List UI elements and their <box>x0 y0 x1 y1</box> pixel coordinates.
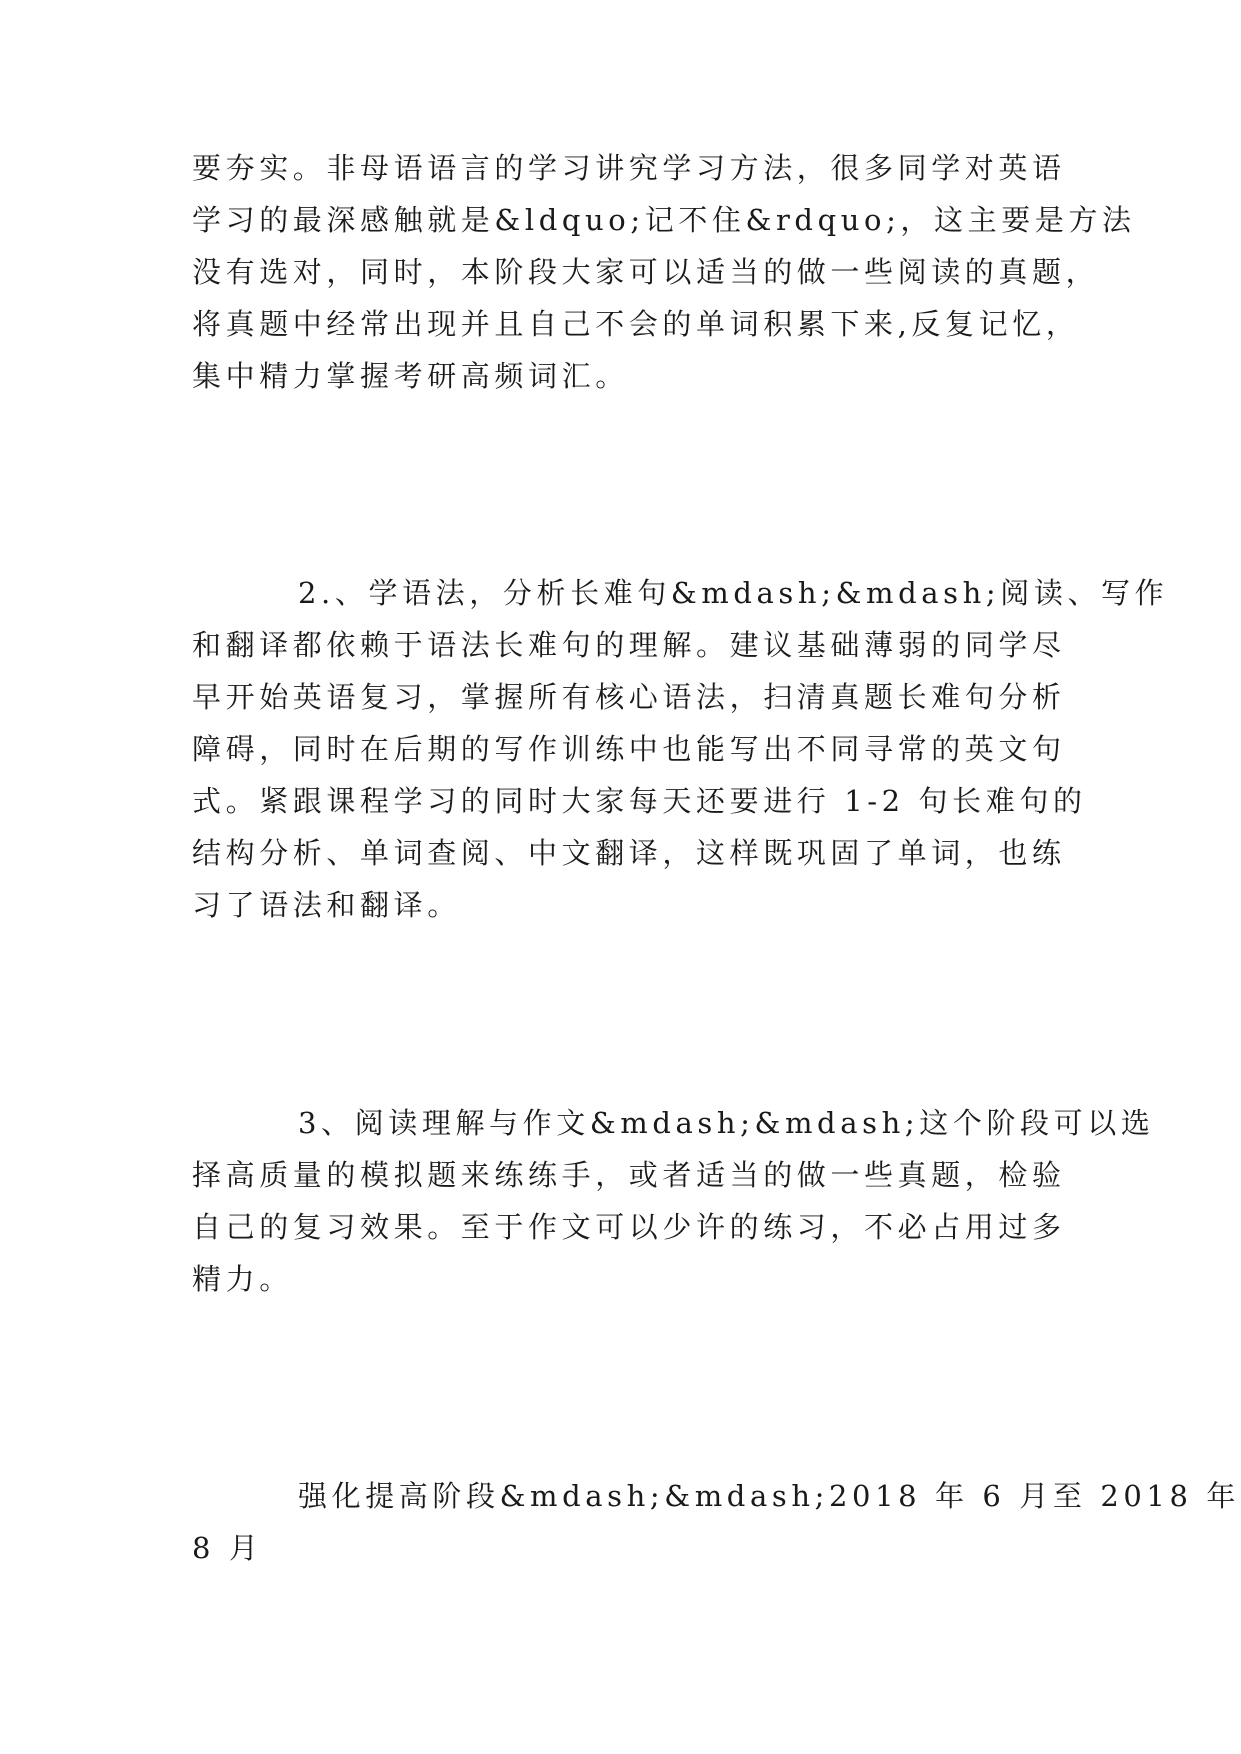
stage-heading-line: 强化提高阶段&mdash;&mdash;2018 年 6 月至 2018 年 <box>298 1479 1240 1513</box>
text-line: 式。紧跟课程学习的同时大家每天还要进行 1-2 句长难句的 <box>192 784 1087 818</box>
text-line: 精力。 <box>192 1262 293 1296</box>
text-line: 障碍，同时在后期的写作训练中也能写出不同寻常的英文句 <box>192 732 1066 766</box>
section-3-first-line: 3、阅读理解与作文&mdash;&mdash;这个阶段可以选 <box>298 1106 1155 1140</box>
text-line: 习了语法和翻译。 <box>192 888 461 922</box>
text-line: 自己的复习效果。至于作文可以少许的练习，不必占用过多 <box>192 1210 1066 1244</box>
section-2-first-line: 2.、学语法，分析长难句&mdash;&mdash;阅读、写作 <box>298 576 1169 610</box>
text-line: 没有选对，同时，本阶段大家可以适当的做一些阅读的真题， <box>192 255 1100 289</box>
text-line: 集中精力掌握考研高频词汇。 <box>192 359 629 393</box>
text-line: 结构分析、单词查阅、中文翻译，这样既巩固了单词，也练 <box>192 836 1066 870</box>
text-line: 要夯实。非母语语言的学习讲究学习方法，很多同学对英语 <box>192 151 1066 185</box>
text-line: 将真题中经常出现并且自己不会的单词积累下来,反复记忆， <box>192 307 1080 341</box>
text-line: 学习的最深感触就是&ldquo;记不住&rdquo;，这主要是方法 <box>192 203 1136 237</box>
text-line: 择高质量的模拟题来练练手，或者适当的做一些真题，检验 <box>192 1158 1066 1192</box>
text-line: 早开始英语复习，掌握所有核心语法，扫清真题长难句分析 <box>192 680 1066 714</box>
stage-heading-line: 8 月 <box>192 1531 263 1565</box>
text-line: 和翻译都依赖于语法长难句的理解。建议基础薄弱的同学尽 <box>192 628 1066 662</box>
